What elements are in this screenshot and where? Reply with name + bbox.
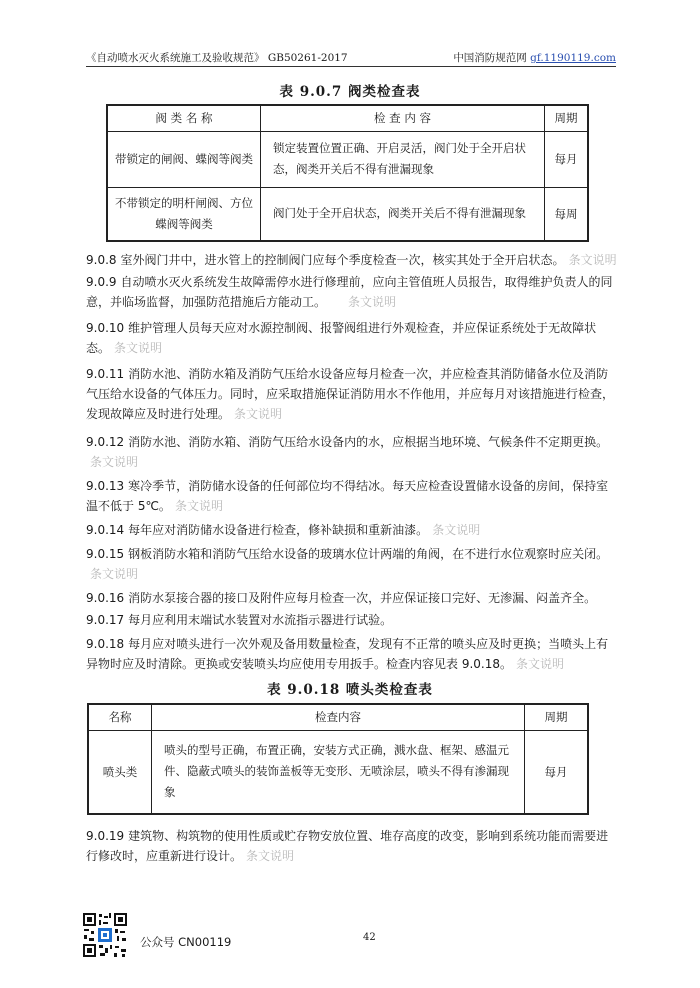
header-site	[453, 50, 616, 65]
table-header-row	[88, 704, 588, 730]
clause-number: 9.0.14	[86, 523, 125, 537]
clause-text: 建筑物、构筑物的使用性质或贮存物安放位置、堆存高度的改变，影响到系统功能而需要进行修改时，应重新进行设计。	[86, 829, 609, 863]
valve-name-cell: 不带锁定的明杆闸阀、方位蝶阀等阀类	[107, 187, 261, 241]
check-content-cell: 喷头的型号正确，布置正确，安装方式正确，溅水盘、框架、感温元件、隐蔽式喷头的装饰盖板等无变形、无喷涂层，喷头不得有渗漏现象	[152, 730, 525, 814]
table2-title: 表 9.0.18 喷头类检查表	[267, 682, 433, 698]
clause-explanation-link[interactable]: 条文说明	[432, 523, 481, 537]
table-row	[88, 730, 588, 814]
clause-9-0-10	[86, 318, 618, 358]
table-header-cell: 检 查 内 容	[261, 105, 545, 131]
clause-text: 室外阀门井中，进水管上的控制阀门应每个季度检查一次，核实其处于全开启状态。	[120, 253, 565, 267]
table1-title: 表 9.0.7 阀类检查表	[279, 84, 421, 100]
table-header-cell: 周期	[545, 105, 589, 131]
clause-number: 9.0.11	[86, 367, 125, 381]
table-header-cell: 名称	[88, 704, 152, 730]
clause-text: 钢板消防水箱和消防气压给水设备的玻璃水位计两端的角阀，在不进行水位观察时应关闭。	[128, 547, 609, 561]
period-cell: 每月	[545, 131, 589, 187]
sprinkler-name-cell: 喷头类	[88, 730, 152, 814]
clause-number: 9.0.16	[86, 591, 125, 605]
clause-9-0-11	[86, 364, 618, 424]
table-row	[107, 187, 588, 241]
clause-text: 消防水池、消防水箱、消防气压给水设备内的水，应根据当地环境、气候条件不定期更换。	[128, 435, 609, 449]
clause-explanation-link[interactable]: 条文说明	[516, 657, 565, 671]
table-header-cell: 检查内容	[152, 704, 525, 730]
clause-text: 每月应对喷头进行一次外观及备用数量检查，发现有不正常的喷头应及时更换；当喷头上有异物时应及时清除。更换或安装喷头均应使用专用扳手。检查内容见表 9.0.18。	[86, 637, 609, 671]
clause-number: 9.0.17	[86, 613, 125, 627]
qr-code-icon	[82, 912, 128, 958]
header-site-link[interactable]: gf.1190119.com	[530, 52, 616, 64]
clause-text: 寒冷季节，消防储水设备的任何部位均不得结冰。每天应检查设置储水设备的房间，保持室温不低于 5℃。	[86, 479, 609, 513]
clause-9-0-8	[86, 250, 618, 270]
valve-name-cell: 带锁定的闸阀、蝶阀等阀类	[107, 131, 261, 187]
check-content-cell: 阀门处于全开启状态，阀类开关后不得有泄漏现象	[261, 187, 545, 241]
clause-number: 9.0.12	[86, 435, 125, 449]
clause-9-0-9	[86, 272, 618, 312]
header-site-name: 中国消防规范网	[453, 52, 527, 64]
clause-9-0-17	[86, 610, 618, 630]
clause-number: 9.0.15	[86, 547, 125, 561]
clause-explanation-link[interactable]: 条文说明	[174, 499, 223, 513]
page-header	[86, 50, 616, 67]
clause-text: 每月应利用末端试水装置对水流指示器进行试验。	[128, 613, 393, 627]
clause-9-0-13	[86, 476, 618, 516]
clause-9-0-12	[86, 432, 618, 472]
clause-explanation-link[interactable]: 条文说明	[246, 849, 295, 863]
clause-9-0-19	[86, 826, 618, 866]
clause-text: 维护管理人员每天应对水源控制阀、报警阀组进行外观检查，并应保证系统处于无故障状态。	[86, 321, 597, 355]
clause-number: 9.0.13	[86, 479, 125, 493]
clause-text: 每年应对消防储水设备进行检查，修补缺损和重新油漆。	[128, 523, 429, 537]
period-cell: 每月	[525, 730, 589, 814]
clause-text: 自动喷水灭火系统发生故障需停水进行修理前，应向主管值班人员报告，取得维护负责人的同意，并临场监督，加强防范措施后方能动工。	[86, 275, 613, 309]
clause-number: 9.0.18	[86, 637, 125, 651]
page-number: 42	[363, 932, 376, 943]
valve-check-table	[106, 104, 589, 242]
clause-explanation-link[interactable]: 条文说明	[234, 407, 283, 421]
clause-explanation-link[interactable]: 条文说明	[114, 341, 163, 355]
clause-explanation-link[interactable]: 条文说明	[90, 567, 139, 581]
period-cell: 每周	[545, 187, 589, 241]
header-doc-title: 《自动喷水灭火系统施工及验收规范》 GB50261-2017	[86, 52, 348, 64]
footer-account: 公众号 CN00119	[140, 935, 232, 949]
check-content-cell: 锁定装置位置正确、开启灵活，阀门处于全开启状态，阀类开关后不得有泄漏现象	[261, 131, 545, 187]
clause-number: 9.0.19	[86, 829, 125, 843]
clause-number: 9.0.10	[86, 321, 125, 335]
clause-9-0-16	[86, 588, 618, 608]
clause-explanation-link[interactable]: 条文说明	[348, 295, 397, 309]
clause-text: 消防水池、消防水箱及消防气压给水设备应每月检查一次，并应检查其消防储备水位及消防气压给水设备的气体压力。同时，应采取措施保证消防用水不作他用，并应每月对该措施进行检查，发现故障应及时进行处理。	[86, 367, 615, 421]
clause-explanation-link[interactable]: 条文说明	[568, 253, 617, 267]
sprinkler-check-table	[87, 703, 589, 815]
table-header-row	[107, 105, 588, 131]
clause-number: 9.0.9	[86, 275, 117, 289]
table-header-cell: 周期	[525, 704, 589, 730]
clause-explanation-link[interactable]: 条文说明	[90, 455, 139, 469]
clause-number: 9.0.8	[86, 253, 117, 267]
clause-9-0-18	[86, 634, 618, 674]
table-header-cell: 阀 类 名 称	[107, 105, 261, 131]
clause-text: 消防水泵接合器的接口及附件应每月检查一次，并应保证接口完好、无渗漏、闷盖齐全。	[128, 591, 597, 605]
clause-9-0-15	[86, 544, 618, 584]
clause-9-0-14	[86, 520, 618, 540]
table-row	[107, 131, 588, 187]
